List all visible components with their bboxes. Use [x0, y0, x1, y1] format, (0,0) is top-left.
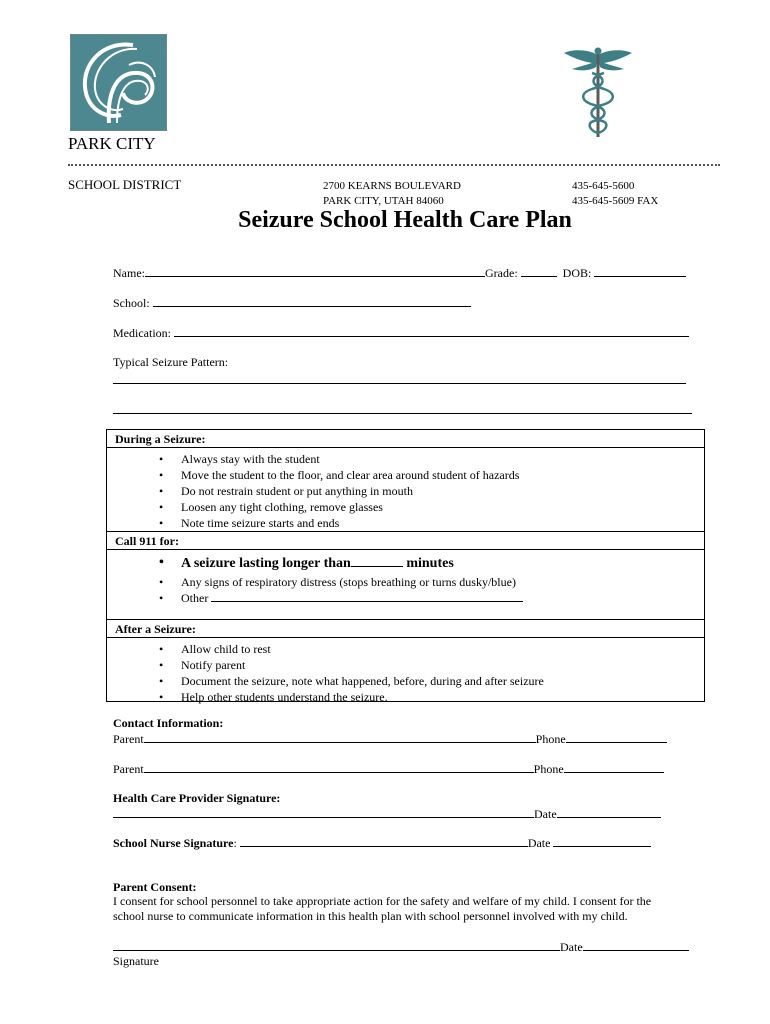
- parent-label: Parent: [113, 732, 144, 746]
- medication-label: Medication:: [113, 326, 171, 340]
- during-seizure-box: [106, 429, 705, 532]
- grade-label: Grade:: [485, 266, 518, 280]
- address-line2: PARK CITY, UTAH 84060: [323, 195, 444, 207]
- contact-numbers: [572, 179, 658, 209]
- phone-label: Phone: [533, 762, 564, 776]
- page-title: Seizure School Health Care Plan: [238, 207, 572, 233]
- name-label: Name:: [113, 266, 145, 280]
- other-label: Other: [181, 591, 209, 605]
- nurse-signature-row: [113, 835, 651, 851]
- signature-label: Signature: [113, 954, 159, 968]
- medication-field[interactable]: [174, 325, 689, 337]
- parent-date-field[interactable]: [583, 939, 689, 951]
- parent-signature-field[interactable]: [113, 939, 560, 951]
- list-item: • Loosen any tight clothing, remove glasses: [107, 499, 704, 515]
- list-item-seizure-duration: [107, 553, 704, 574]
- list-item-other: [107, 590, 704, 606]
- typical-pattern-field-2[interactable]: [113, 413, 692, 414]
- name-row: [113, 265, 686, 281]
- medication-row: [113, 325, 689, 341]
- during-seizure-list: [107, 448, 704, 531]
- dotted-divider: [68, 164, 720, 166]
- school-district-label: SCHOOL DISTRICT: [68, 177, 182, 192]
- fax-number: 435-645-5609 FAX: [572, 195, 659, 207]
- seizure-duration-prefix: A seizure lasting longer than: [181, 556, 351, 571]
- address: [323, 179, 461, 209]
- date-label: Date: [560, 940, 583, 954]
- list-item: • Always stay with the student: [107, 451, 704, 467]
- provider-signature-title: Health Care Provider Signature:: [113, 791, 281, 805]
- park-city-logo: [70, 34, 167, 131]
- date-label: Date: [534, 807, 557, 821]
- dob-label: DOB:: [562, 266, 592, 280]
- list-item: • Document the seizure, note what happened, before, during and after seizure: [107, 673, 704, 689]
- list-item: • Notify parent: [107, 657, 704, 673]
- after-seizure-list: [107, 638, 704, 705]
- list-item: • Help other students understand the seizure.: [107, 689, 704, 705]
- provider-signature-row: [113, 806, 661, 822]
- date-label: Date: [527, 836, 551, 850]
- parent-phone-field-2[interactable]: [564, 761, 664, 773]
- grade-field[interactable]: [521, 265, 557, 277]
- parent-row-1: [113, 731, 667, 747]
- district-name: PARK CITY: [68, 134, 156, 153]
- dob-field[interactable]: [594, 265, 686, 277]
- during-seizure-title: During a Seizure:: [107, 430, 704, 448]
- list-item: • Any signs of respiratory distress (stops breathing or turns dusky/blue): [107, 574, 704, 590]
- other-field[interactable]: [211, 590, 523, 602]
- parent-row-2: [113, 761, 664, 777]
- nurse-date-field[interactable]: [553, 835, 651, 847]
- phone-number: 435-645-5600: [572, 180, 635, 192]
- list-item: • Allow child to rest: [107, 641, 704, 657]
- typical-pattern-field-1[interactable]: [113, 383, 686, 384]
- list-item: • Do not restrain student or put anything in mouth: [107, 483, 704, 499]
- address-line1: 2700 KEARNS BOULEVARD: [323, 180, 461, 192]
- call-911-box: [106, 531, 705, 620]
- parent-field-1[interactable]: [144, 731, 536, 743]
- seizure-duration-suffix: minutes: [402, 556, 454, 571]
- consent-signature-row: [113, 939, 689, 955]
- phone-label: Phone: [535, 732, 566, 746]
- typical-pattern-label: Typical Seizure Pattern:: [113, 355, 229, 369]
- school-row: [113, 295, 471, 311]
- list-item: • Note time seizure starts and ends: [107, 515, 704, 531]
- parent-phone-field-1[interactable]: [566, 731, 667, 743]
- school-label: School:: [113, 296, 150, 310]
- minutes-field[interactable]: [351, 553, 403, 567]
- nurse-colon: :: [233, 836, 237, 850]
- caduceus-icon: [562, 45, 634, 140]
- parent-field-2[interactable]: [144, 761, 534, 773]
- name-field[interactable]: [145, 265, 485, 277]
- list-item: • Move the student to the floor, and clear area around student of hazards: [107, 467, 704, 483]
- after-seizure-box: [106, 619, 705, 702]
- parent-label: Parent: [113, 762, 144, 776]
- provider-signature-field[interactable]: [113, 806, 534, 818]
- parent-consent-text: [113, 894, 713, 924]
- nurse-signature-label: School Nurse Signature: [113, 836, 234, 850]
- provider-date-field[interactable]: [557, 806, 661, 818]
- call-911-list: [107, 550, 704, 606]
- after-seizure-title: After a Seizure:: [107, 620, 704, 638]
- school-field[interactable]: [153, 295, 471, 307]
- nurse-signature-field[interactable]: [240, 835, 528, 847]
- consent-line-1: I consent for school personnel to take appropriate action for the safety and welfare of my child. I consent for the: [113, 894, 652, 908]
- contact-info-title: Contact Information:: [113, 716, 224, 730]
- consent-line-2: school nurse to communicate information in this health plan with school personnel involved with my child.: [113, 909, 628, 923]
- parent-consent-title: Parent Consent:: [113, 880, 197, 894]
- call-911-title: Call 911 for:: [107, 532, 704, 550]
